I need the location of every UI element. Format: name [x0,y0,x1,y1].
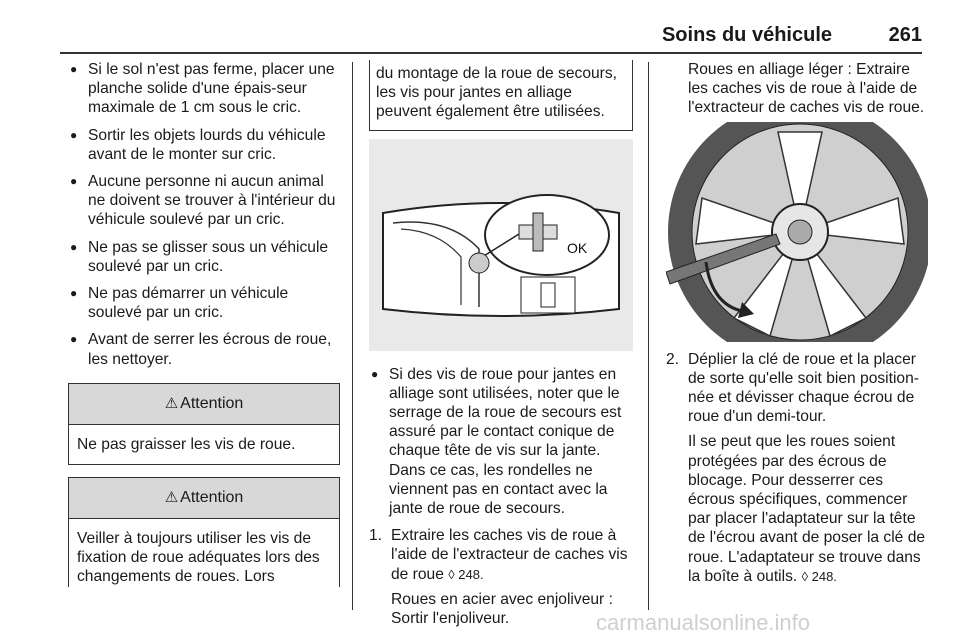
warning-continued: du montage de la roue de secours, les vis pour jantes en alliage peuvent également être utilisées. [369,60,633,131]
column-divider [648,62,649,610]
alloy-note-list [369,365,633,519]
step-number: 2. [666,350,680,368]
list-item: ● Si le sol n'est pas ferme, placer une planche solide d'une épais-seur maximale de 1 cm sous le cric. [68,60,340,118]
ok-label: OK [567,239,588,256]
column-middle [369,60,633,634]
warning-header [69,384,339,425]
steps-list [666,350,928,586]
list-item: ● Avant de serrer les écrous de roue, les nettoyer. [68,330,340,368]
section-title: Soins du véhicule [661,24,832,46]
warning-header [69,478,339,519]
list-item: ● Si des vis de roue pour jantes en alliage sont utilisées, noter que le serrage de la roue de secours est assuré par le contact conique de chaque tête de vis sur la jante. Dans ce cas, les rondelles ne viennent pas en contact avec la jante de roue de secours. [369,365,633,519]
list-item [666,350,928,586]
safety-list [68,60,340,369]
step-subtext: Il se peut que les roues soient protégées par des écrous de blocage. Pour desserrer ces écrous spécifiques, commencer par placer l'adaptateur sur la tête de l'écrou avant de poser la clé de roue. L'adaptateur se trouve dans la boîte à outils. [688,433,926,585]
page-number: 261 [888,24,922,46]
figure-wheel-wrench [666,122,928,342]
list-item: ● Aucune personne ni aucun animal ne doivent se trouver à l'intérieur du véhicule soulevé par un cric. [68,172,340,230]
warning-title: Attention [180,394,244,412]
warning-box [68,383,340,465]
column-divider [352,62,353,610]
alloy-intro: Roues en alliage léger : Extraire les caches vis de roue à l'aide de l'extracteur de caches vis de roue. [688,61,925,117]
warning-icon: ⚠ [164,394,179,412]
wheel-icon [666,122,928,342]
steps-list [369,526,633,628]
list-item: ● Ne pas démarrer un véhicule soulevé par un cric. [68,284,340,322]
figure-bolt-illustration [369,139,633,351]
column-right [666,60,928,592]
list-item: ● Sortir les objets lourds du véhicule avant de le monter sur cric. [68,126,340,164]
warning-text: Ne pas graisser les vis de roue. [77,435,296,453]
page-reference[interactable]: ◊ 248. [801,568,837,584]
warning-title: Attention [180,489,244,507]
bolt-diagram-icon [369,139,633,351]
page-reference[interactable]: ◊ 248. [448,566,484,582]
list-item: ● Ne pas se glisser sous un véhicule soulevé par un cric. [68,238,340,276]
watermark: carmanualsonline.info [596,610,811,635]
column-left [68,60,340,587]
step-subtext: Roues en acier avec enjoliveur : Sortir l'enjoliveur. [391,590,613,628]
page-header [60,22,922,54]
warning-icon: ⚠ [164,489,179,507]
step-text: Déplier la clé de roue et la placer de sorte qu'elle soit bien position-née et dévisser chaque écrou de roue d'un demi-tour. [688,350,919,426]
warning-box [68,477,340,587]
step-text: Extraire les caches vis de roue à l'aide de l'extracteur de caches vis de roue [391,527,628,583]
warning-text: Veiller à toujours utiliser les vis de fixation de roue adéquates lors des changements de roues. Lors [77,530,320,586]
list-item [369,526,633,628]
step-number: 1. [369,527,383,545]
